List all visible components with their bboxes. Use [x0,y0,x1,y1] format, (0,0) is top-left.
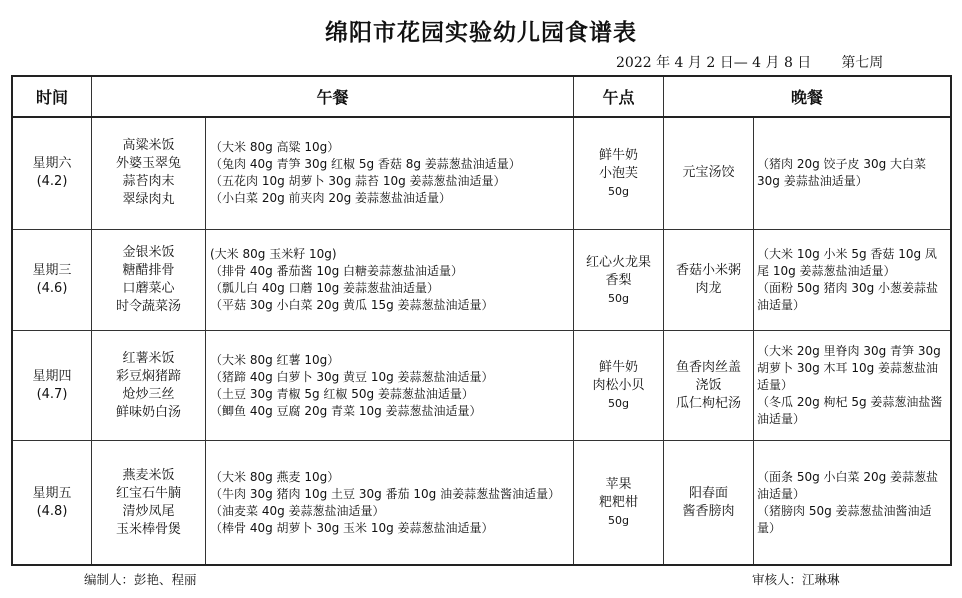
snack-item: 鲜牛奶 [598,360,638,375]
ingredient-line: （大米 80g 红薯 10g） [210,352,340,367]
day-cell [13,117,91,229]
ingredient-line: （瓢儿白 40g 口蘑 10g 姜蒜葱盐油适量） [210,281,440,295]
ingredient-line: （棒骨 40g 胡萝卜 30g 玉米 10g 姜蒜葱盐油适量） [210,520,494,535]
ingredient-line: （大米 20g 里脊肉 30g 青笋 30g 胡萝卜 30g 木耳 10g 姜蒜葱盐油适量） [757,344,941,392]
lunch-ingredients [210,117,572,229]
header-dinner: 晚餐 [790,88,823,107]
snack-amount: 50g [608,397,629,410]
ingredient-line: （大米 80g 燕麦 10g） [210,469,340,484]
dish: 蒜苔肉末 [122,174,175,189]
day-cell [13,230,91,330]
snack-cell [574,117,663,229]
ingredient-line: （兔肉 40g 青笋 30g 红椒 5g 香菇 8g 姜蒜葱盐油适量） [210,157,521,171]
day-name: 星期六 [32,156,72,171]
dish: 燕麦米饭 [122,467,175,483]
dinner-dishes [664,441,753,564]
snack-cell [574,230,663,330]
dinner-dishes [664,230,753,330]
dish: 红薯米饭 [122,350,175,366]
day-cell [13,441,91,564]
dish: 元宝汤饺 [682,165,735,180]
dish: 高粱米饭 [122,138,175,153]
ingredient-line: （土豆 30g 青椒 5g 红椒 50g 姜蒜葱盐油适量） [210,386,474,401]
snack-cell [574,331,663,440]
dish: 肉龙 [695,281,722,296]
dish: 炝炒三丝 [122,386,175,402]
snack-item: 香梨 [605,272,632,288]
lunch-ingredients [210,230,572,330]
column-divider [205,117,206,564]
date-range: 2022 年 4 月 2 日— 4 月 8 日 [616,55,812,71]
reviewer-label: 审核人：江琳琳 [752,572,840,587]
dish: 香菇小米粥 [675,263,741,278]
day-cell [13,331,91,440]
day-name: 星期五 [32,485,72,501]
ingredient-line: （鲫鱼 40g 豆腐 20g 青菜 10g 姜蒜葱盐油适量） [210,403,482,418]
ingredient-line: （排骨 40g 番茄酱 10g 白糖姜蒜葱盐油适量） [210,264,464,278]
day-name: 星期三 [32,263,72,278]
dinner-ingredients [757,230,947,330]
header-lunch: 午餐 [316,88,349,107]
dinner-ingredients [757,331,947,440]
dish: 瓜仁枸杞汤 [675,395,741,411]
header-snack: 午点 [602,88,635,107]
ingredient-line: （猪蹄 40g 白萝卜 30g 黄豆 10g 姜蒜葱盐油适量） [210,369,494,384]
ingredient-line: （牛肉 30g 猪肉 10g 土豆 30g 番茄 10g 油姜蒜葱盐酱油适量） [210,486,561,501]
ingredient-line: （平菇 30g 小白菜 20g 黄瓜 15g 姜蒜葱盐油适量） [210,298,494,312]
column-divider [753,117,754,564]
snack-amount: 50g [608,514,629,527]
week-label: 第七周 [841,55,884,71]
ingredient-line: （面条 50g 小白菜 20g 姜蒜葱盐油适量） [757,469,939,501]
dish: 浇饭 [695,377,722,393]
dish: 外婆玉翠兔 [115,156,181,171]
dish: 糖醋排骨 [122,263,175,278]
dinner-ingredients [757,117,947,229]
dinner-ingredients [757,441,947,564]
dinner-dishes [664,331,753,440]
snack-item: 小泡芙 [598,165,638,181]
header-time: 时间 [35,88,68,107]
dish: 红宝石牛腩 [115,485,181,501]
dinner-dishes [664,117,753,229]
dish: 鲜味奶白汤 [115,404,181,420]
snack-cell [574,441,663,564]
dish: 口蘑菜心 [122,281,175,296]
snack-item: 粑粑柑 [598,495,638,510]
dish: 翠绿肉丸 [122,192,175,207]
ingredient-line: （大米 10g 小米 5g 香菇 10g 凤尾 10g 姜蒜葱盐油适量） [757,247,937,278]
ingredient-line: (大米 80g 玉米籽 10g) [210,247,337,261]
snack-item: 苹果 [605,477,632,492]
snack-amount: 50g [608,184,629,198]
day-date: (4.8) [36,503,68,519]
day-date: (4.6) [36,281,68,296]
date-line [616,52,883,72]
day-date: (4.2) [36,174,68,189]
ingredient-line: （油麦菜 40g 姜蒜葱盐油适量） [210,503,385,518]
ingredient-line: （猪肉 20g 饺子皮 30g 大白菜 30g 姜蒜盐油适量） [757,157,927,188]
lunch-dishes [92,441,205,564]
dish: 鱼香肉丝盖 [675,359,741,375]
day-date: (4.7) [36,386,68,402]
lunch-ingredients [210,441,570,564]
ingredient-line: （大米 80g 高粱 10g） [210,140,340,154]
dish: 阳春面 [688,485,728,501]
ingredient-line: （冬瓜 20g 枸杞 5g 姜蒜葱油盐酱油适量） [757,395,943,426]
dish: 金银米饭 [122,245,175,260]
dish: 酱香膀肉 [682,503,735,519]
editor-label: 编制人：彭艳、程丽 [84,572,197,587]
day-name: 星期四 [32,368,72,384]
snack-item: 红心火龙果 [585,254,651,270]
dish: 时令蔬菜汤 [115,299,181,314]
page-title: 绵阳市花园实验幼儿园食谱表 [325,20,637,46]
ingredient-line: （五花肉 10g 胡萝卜 30g 蒜苔 10g 姜蒜葱盐油适量） [210,174,506,188]
dish: 玉米棒骨煲 [115,521,181,537]
lunch-dishes [92,230,205,330]
snack-item: 鲜牛奶 [598,147,638,163]
lunch-dishes [92,331,205,440]
ingredient-line: （面粉 50g 猪肉 30g 小葱姜蒜盐油适量） [757,281,939,312]
lunch-dishes [92,117,205,229]
dish: 清炒凤尾 [122,503,175,519]
snack-amount: 50g [608,291,629,305]
snack-item: 肉松小贝 [592,378,645,393]
dish: 彩豆焖猪蹄 [115,368,181,384]
ingredient-line: （猪膀肉 50g 姜蒜葱盐油酱油适量） [757,503,932,535]
ingredient-line: （小白菜 20g 前夹肉 20g 姜蒜葱盐油适量） [210,191,452,205]
lunch-ingredients [210,331,572,440]
